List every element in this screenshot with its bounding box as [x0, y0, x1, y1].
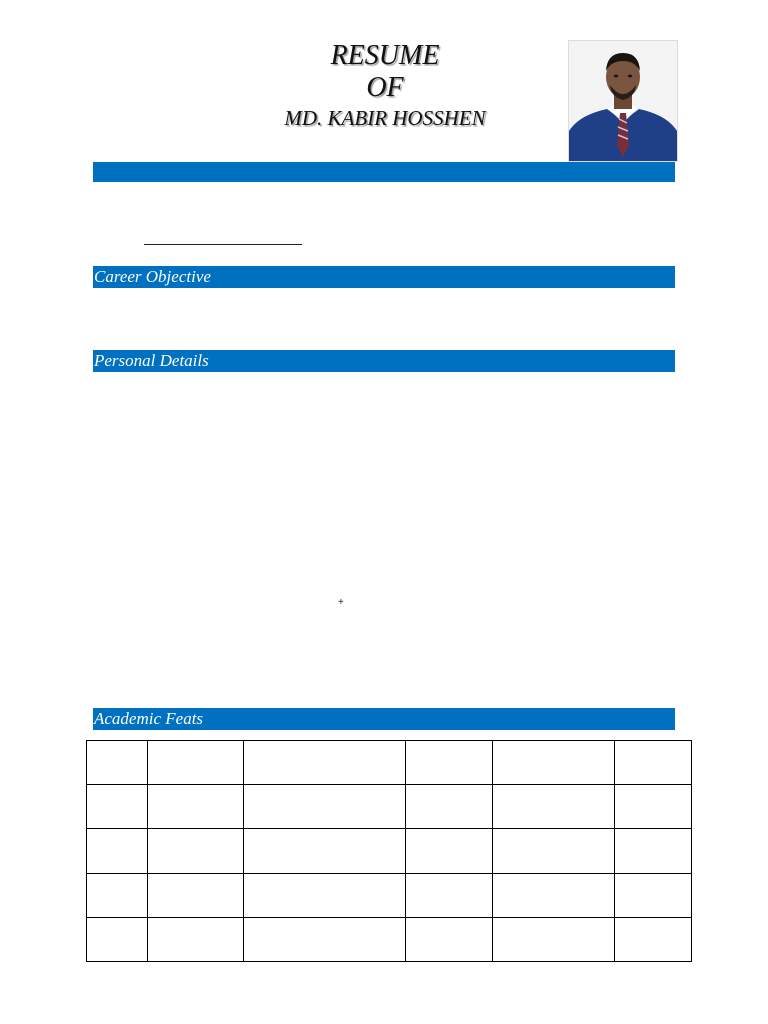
candidate-name: MD. KABIR HOSSHEN	[284, 106, 486, 130]
stray-mark: +	[338, 597, 344, 608]
table-cell	[406, 785, 493, 829]
table-row	[87, 741, 692, 785]
table-cell	[406, 829, 493, 873]
table-cell	[87, 741, 148, 785]
table-cell	[87, 785, 148, 829]
table-cell	[406, 741, 493, 785]
table-row	[87, 917, 692, 961]
table-cell	[87, 917, 148, 961]
table-cell	[244, 741, 406, 785]
table-cell	[148, 917, 244, 961]
table-cell	[615, 829, 692, 873]
table-cell	[148, 785, 244, 829]
table-cell	[615, 785, 692, 829]
table-row	[87, 873, 692, 917]
section-academic-feats: Academic Feats	[93, 708, 675, 730]
section-personal-details: Personal Details	[93, 350, 675, 372]
resume-title-of: OF	[366, 72, 404, 103]
table-cell	[493, 741, 615, 785]
table-cell	[493, 785, 615, 829]
table-cell	[87, 873, 148, 917]
table-cell	[244, 829, 406, 873]
section-career-objective: Career Objective	[93, 266, 675, 288]
table-cell	[493, 917, 615, 961]
table-cell	[493, 873, 615, 917]
table-cell	[244, 917, 406, 961]
signature-underline	[144, 244, 302, 245]
academic-table	[86, 740, 692, 962]
table-cell	[148, 873, 244, 917]
table-row	[87, 785, 692, 829]
table-cell	[406, 873, 493, 917]
profile-photo	[568, 40, 678, 162]
table-cell	[615, 917, 692, 961]
resume-title: RESUME	[330, 40, 440, 71]
table-cell	[244, 873, 406, 917]
table-cell	[406, 917, 493, 961]
header-section-bar	[93, 162, 675, 182]
table-cell	[615, 873, 692, 917]
table-cell	[244, 785, 406, 829]
table-cell	[493, 829, 615, 873]
portrait-illustration	[569, 41, 677, 161]
table-cell	[148, 829, 244, 873]
table-row	[87, 829, 692, 873]
table-cell	[615, 741, 692, 785]
table-cell	[87, 829, 148, 873]
table-cell	[148, 741, 244, 785]
